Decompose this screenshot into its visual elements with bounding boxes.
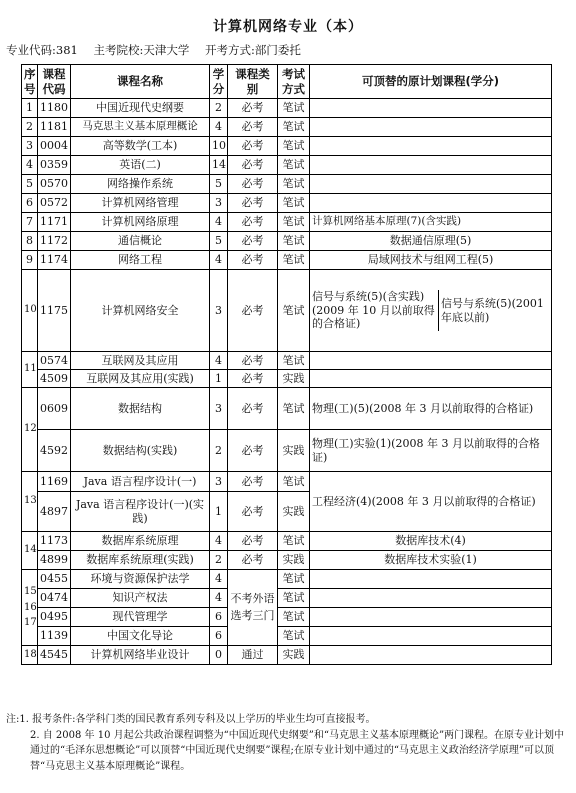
cell-seq: 3 <box>22 137 38 156</box>
header-type: 课程类别 <box>228 65 278 99</box>
cell-name: 数据库系统原理(实践) <box>71 551 210 570</box>
cell-seq: 4 <box>22 156 38 175</box>
cell-name: 数据结构(实践) <box>71 430 210 472</box>
cell-type: 必考 <box>228 175 278 194</box>
cell-seq: 7 <box>22 213 38 232</box>
cell-code: 1173 <box>38 532 71 551</box>
cell-code: 4509 <box>38 370 71 388</box>
cell-code: 1175 <box>38 270 71 352</box>
cell-exam: 笔试 <box>278 352 310 370</box>
cell-replace <box>310 370 552 388</box>
cell-name: 网络工程 <box>71 251 210 270</box>
major-info <box>6 42 313 58</box>
cell-code: 0495 <box>38 608 71 627</box>
cell-name: 计算机网络安全 <box>71 270 210 352</box>
table-row <box>22 608 552 627</box>
cell-type: 必考 <box>228 388 278 430</box>
cell-type: 必考 <box>228 213 278 232</box>
cell-credit: 4 <box>210 213 228 232</box>
exam-mode: 开考方式:部门委托 <box>205 43 301 57</box>
table-row <box>22 175 552 194</box>
cell-replace: 物理(工)(5)(2008 年 3 月以前取得的合格证) <box>310 388 552 430</box>
cell-type: 必考 <box>228 118 278 137</box>
cell-replace: 局域网技术与组网工程(5) <box>310 251 552 270</box>
cell-seq: 8 <box>22 232 38 251</box>
cell-replace: 计算机网络基本原理(7)(含实践) <box>310 213 552 232</box>
cell-seq: 11 <box>22 352 38 388</box>
cell-name: 马克思主义基本原理概论 <box>71 118 210 137</box>
table-row <box>22 551 552 570</box>
cell-type: 必考 <box>228 492 278 532</box>
cell-credit: 1 <box>210 492 228 532</box>
cell-exam: 实践 <box>278 492 310 532</box>
cell-seq: 9 <box>22 251 38 270</box>
cell-name: Java 语言程序设计(一) <box>71 472 210 492</box>
cell-name: 高等数学(工本) <box>71 137 210 156</box>
cell-type: 必考 <box>228 251 278 270</box>
cell-exam: 实践 <box>278 551 310 570</box>
cell-seq: 12 <box>22 388 38 472</box>
cell-code: 1169 <box>38 472 71 492</box>
cell-credit: 4 <box>210 352 228 370</box>
cell-exam: 笔试 <box>278 118 310 137</box>
replace-option-b: 信号与系统(5)(2001 年底以前) <box>439 290 552 331</box>
cell-name: 计算机网络原理 <box>71 213 210 232</box>
cell-name: 中国文化导论 <box>71 627 210 646</box>
cell-credit: 4 <box>210 532 228 551</box>
cell-type: 必考 <box>228 352 278 370</box>
cell-name: 数据结构 <box>71 388 210 430</box>
table-row <box>22 430 552 472</box>
table-row <box>22 532 552 551</box>
cell-replace <box>310 570 552 589</box>
cell-seq: 5 <box>22 175 38 194</box>
cell-type: 必考 <box>228 194 278 213</box>
header-replace: 可顶替的原计划课程(学分) <box>310 65 552 99</box>
cell-code: 0455 <box>38 570 71 589</box>
cell-replace <box>310 589 552 608</box>
cell-replace <box>310 175 552 194</box>
cell-code: 0359 <box>38 156 71 175</box>
cell-exam: 笔试 <box>278 388 310 430</box>
cell-seq: 2 <box>22 118 38 137</box>
table-row <box>22 118 552 137</box>
note-1: 注:1. 报考条件:各学科门类的国民教育系列专科及以上学历的毕业生均可直接报考。 <box>6 714 376 725</box>
cell-type: 必考 <box>228 551 278 570</box>
cell-code: 4897 <box>38 492 71 532</box>
cell-exam: 实践 <box>278 646 310 665</box>
cell-credit: 3 <box>210 388 228 430</box>
cell-exam: 笔试 <box>278 156 310 175</box>
cell-seq-group <box>22 570 38 646</box>
major-code: 专业代码:381 <box>6 43 78 57</box>
header-name: 课程名称 <box>71 65 210 99</box>
cell-credit: 6 <box>210 627 228 646</box>
table-row <box>22 352 552 370</box>
cell-name: 计算机网络毕业设计 <box>71 646 210 665</box>
cell-code: 4592 <box>38 430 71 472</box>
page-title: 计算机网络专业（本） <box>213 19 363 35</box>
cell-exam: 笔试 <box>278 194 310 213</box>
cell-exam: 笔试 <box>278 99 310 118</box>
cell-replace <box>310 270 552 352</box>
cell-replace <box>310 627 552 646</box>
cell-type: 必考 <box>228 270 278 352</box>
seq-16: 16 <box>24 601 37 613</box>
cell-name: 知识产权法 <box>71 589 210 608</box>
cell-exam: 笔试 <box>278 175 310 194</box>
cell-credit: 4 <box>210 251 228 270</box>
cell-replace <box>310 118 552 137</box>
cell-exam: 笔试 <box>278 137 310 156</box>
cell-exam: 笔试 <box>278 608 310 627</box>
cell-credit: 14 <box>210 156 228 175</box>
cell-name: Java 语言程序设计(一)(实践) <box>71 492 210 532</box>
cell-exam: 笔试 <box>278 232 310 251</box>
cell-replace <box>310 137 552 156</box>
table-row <box>22 232 552 251</box>
cell-replace <box>310 608 552 627</box>
cell-replace: 物理(工)实验(1)(2008 年 3 月以前取得的合格证) <box>310 430 552 472</box>
cell-seq: 1 <box>22 99 38 118</box>
cell-exam: 笔试 <box>278 589 310 608</box>
cell-exam: 笔试 <box>278 270 310 352</box>
cell-code: 1180 <box>38 99 71 118</box>
cell-code: 1174 <box>38 251 71 270</box>
cell-replace: 数据库技术实验(1) <box>310 551 552 570</box>
cell-credit: 6 <box>210 608 228 627</box>
header-code: 课程代码 <box>38 65 71 99</box>
header-credit: 学分 <box>210 65 228 99</box>
cell-code: 0574 <box>38 352 71 370</box>
table-row <box>22 570 552 589</box>
table-row <box>22 270 552 352</box>
cell-credit: 2 <box>210 430 228 472</box>
seq-15: 15 <box>24 586 37 598</box>
cell-code: 0474 <box>38 589 71 608</box>
cell-type: 必考 <box>228 137 278 156</box>
cell-credit: 2 <box>210 551 228 570</box>
cell-credit: 4 <box>210 570 228 589</box>
table-row <box>22 388 552 430</box>
cell-type: 必考 <box>228 370 278 388</box>
cell-exam: 笔试 <box>278 251 310 270</box>
table-row <box>22 156 552 175</box>
cell-replace: 数据库技术(4) <box>310 532 552 551</box>
replace-split <box>310 290 551 331</box>
cell-name: 互联网及其应用 <box>71 352 210 370</box>
cell-credit: 1 <box>210 370 228 388</box>
cell-credit: 4 <box>210 589 228 608</box>
table-row <box>22 251 552 270</box>
cell-credit: 3 <box>210 270 228 352</box>
cell-type: 必考 <box>228 430 278 472</box>
cell-name: 英语(二) <box>71 156 210 175</box>
cell-credit: 4 <box>210 118 228 137</box>
cell-code: 1139 <box>38 627 71 646</box>
cell-seq: 18 <box>22 646 38 665</box>
replace-option-a: 信号与系统(5)(含实践)(2009 年 10 月以前取得的合格证) <box>312 289 435 331</box>
cell-credit: 5 <box>210 175 228 194</box>
cell-seq: 13 <box>22 472 38 532</box>
cell-replace <box>310 352 552 370</box>
cell-exam: 笔试 <box>278 472 310 492</box>
cell-exam: 笔试 <box>278 627 310 646</box>
cell-type: 必考 <box>228 532 278 551</box>
cell-exam: 笔试 <box>278 213 310 232</box>
cell-name: 环境与资源保护法学 <box>71 570 210 589</box>
cell-name: 数据库系统原理 <box>71 532 210 551</box>
cell-replace: 数据通信原理(5) <box>310 232 552 251</box>
cell-type-group: 不考外语选考三门 <box>228 570 278 646</box>
cell-credit: 2 <box>210 99 228 118</box>
table-row <box>22 213 552 232</box>
cell-code: 1181 <box>38 118 71 137</box>
table-row <box>22 646 552 665</box>
notes <box>6 712 568 774</box>
cell-type: 必考 <box>228 99 278 118</box>
cell-code: 4899 <box>38 551 71 570</box>
cell-replace <box>310 194 552 213</box>
table-row <box>22 99 552 118</box>
cell-exam: 笔试 <box>278 570 310 589</box>
cell-name: 网络操作系统 <box>71 175 210 194</box>
header-seq: 序号 <box>22 65 38 99</box>
cell-name: 计算机网络管理 <box>71 194 210 213</box>
table-header-row <box>22 65 552 99</box>
cell-credit: 0 <box>210 646 228 665</box>
cell-name: 中国近现代史纲要 <box>71 99 210 118</box>
cell-exam: 实践 <box>278 370 310 388</box>
cell-replace <box>310 156 552 175</box>
cell-replace: 工程经济(4)(2008 年 3 月以前取得的合格证) <box>310 472 552 532</box>
note-2: 2. 自 2008 年 10 月起公共政治课程调整为“中国近现代史纲要”和“马克思主义基本原理概论”两门课程。在原专业计划中通过的“毛泽东思想概论”可以顶替“中国近现代史纲要”课程;在原专业计划中通过的“马克思主义政治经济学原理”可以顶替“马克思主义基本原理概论”课程。 <box>30 729 565 772</box>
cell-code: 0609 <box>38 388 71 430</box>
table-row <box>22 137 552 156</box>
table-row <box>22 589 552 608</box>
cell-name: 通信概论 <box>71 232 210 251</box>
cell-seq: 14 <box>22 532 38 570</box>
cell-code: 1172 <box>38 232 71 251</box>
cell-code: 0572 <box>38 194 71 213</box>
cell-replace <box>310 99 552 118</box>
cell-credit: 3 <box>210 194 228 213</box>
cell-type: 必考 <box>228 232 278 251</box>
seq-17: 17 <box>24 617 37 629</box>
cell-name: 现代管理学 <box>71 608 210 627</box>
cell-code: 0570 <box>38 175 71 194</box>
cell-seq: 6 <box>22 194 38 213</box>
cell-exam: 实践 <box>278 430 310 472</box>
cell-exam: 笔试 <box>278 532 310 551</box>
header-exam: 考试方式 <box>278 65 310 99</box>
table-row <box>22 627 552 646</box>
cell-type: 必考 <box>228 472 278 492</box>
cell-type: 通过 <box>228 646 278 665</box>
table-row <box>22 194 552 213</box>
cell-type: 必考 <box>228 156 278 175</box>
cell-seq: 10 <box>22 270 38 352</box>
table-row <box>22 472 552 492</box>
cell-name: 互联网及其应用(实践) <box>71 370 210 388</box>
cell-credit: 3 <box>210 472 228 492</box>
cell-credit: 10 <box>210 137 228 156</box>
cell-code: 0004 <box>38 137 71 156</box>
exam-school: 主考院校:天津大学 <box>93 43 190 57</box>
cell-code: 4545 <box>38 646 71 665</box>
table-row <box>22 370 552 388</box>
cell-replace <box>310 646 552 665</box>
course-table <box>21 64 552 665</box>
cell-credit: 5 <box>210 232 228 251</box>
cell-code: 1171 <box>38 213 71 232</box>
